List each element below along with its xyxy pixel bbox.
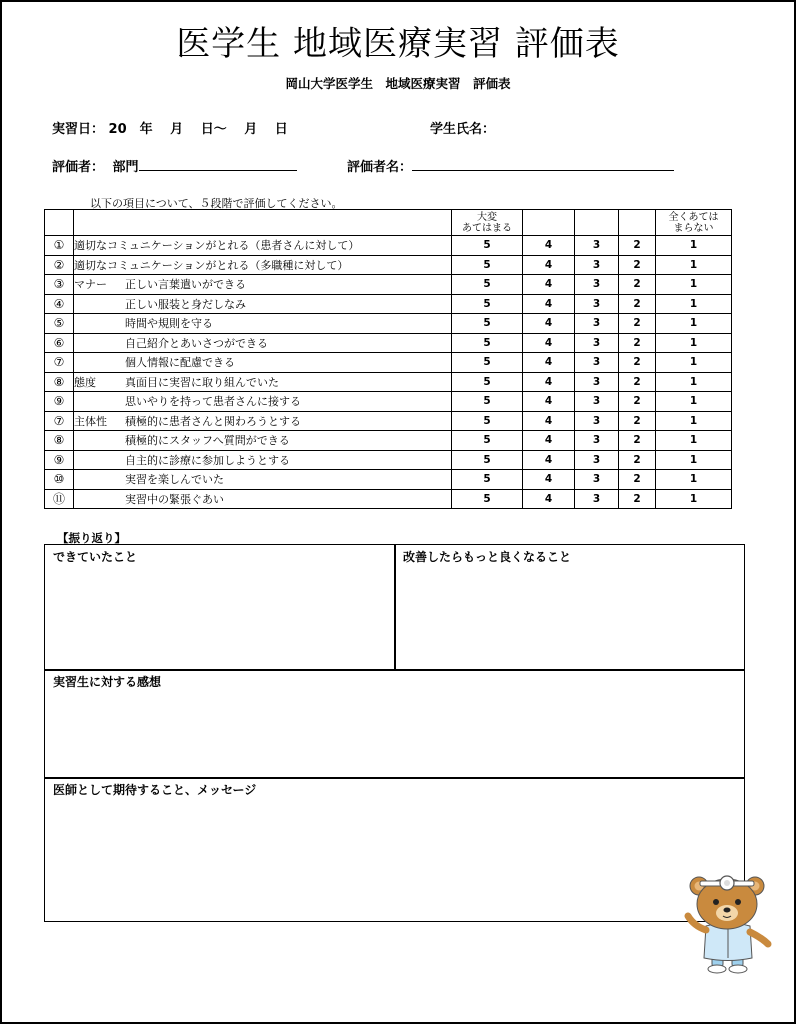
score-option-3[interactable]: 3 xyxy=(575,314,619,334)
row-number: ⑧ xyxy=(45,372,74,392)
evaluation-table xyxy=(44,209,732,509)
evaluation-item xyxy=(74,450,452,470)
score-option-4[interactable]: 4 xyxy=(523,333,575,353)
score-option-5[interactable]: 5 xyxy=(452,275,523,295)
row-number: ⑦ xyxy=(45,353,74,373)
score-option-4[interactable]: 4 xyxy=(523,392,575,412)
score-option-5[interactable]: 5 xyxy=(452,255,523,275)
score-option-5[interactable]: 5 xyxy=(452,392,523,412)
score-option-5[interactable]: 5 xyxy=(452,431,523,451)
evaluation-item xyxy=(74,411,452,431)
score-option-4[interactable]: 4 xyxy=(523,411,575,431)
score-option-5[interactable]: 5 xyxy=(452,372,523,392)
score-option-2[interactable]: 2 xyxy=(619,333,656,353)
score-option-3[interactable]: 3 xyxy=(575,294,619,314)
expectations-label: 医師として期待すること、メッセージ xyxy=(53,783,257,797)
improve-label: 改善したらもっと良くなること xyxy=(403,550,572,564)
item-text: 適切なコミュニケーションがとれる（患者さんに対して） xyxy=(74,239,360,253)
header-high-line1: 大変 xyxy=(477,211,497,223)
impressions-label: 実習生に対する感想 xyxy=(53,675,162,689)
table-row xyxy=(45,255,732,275)
table-row xyxy=(45,489,732,509)
evaluator-department-field xyxy=(52,156,297,175)
header-num-cell xyxy=(45,210,74,236)
score-option-4[interactable]: 4 xyxy=(523,353,575,373)
score-option-3[interactable]: 3 xyxy=(575,236,619,256)
evaluation-item xyxy=(74,392,452,412)
score-option-2[interactable]: 2 xyxy=(619,470,656,490)
score-option-1[interactable]: 1 xyxy=(656,411,732,431)
score-option-1[interactable]: 1 xyxy=(656,489,732,509)
item-text: 適切なコミュニケーションがとれる（多職種に対して） xyxy=(74,258,349,272)
item-category: 態度 xyxy=(74,375,96,389)
row-number: ⑥ xyxy=(45,333,74,353)
score-option-1[interactable]: 1 xyxy=(656,275,732,295)
header-score-4 xyxy=(523,210,575,236)
score-option-4[interactable]: 4 xyxy=(523,431,575,451)
department-blank[interactable] xyxy=(139,156,297,171)
impressions-box[interactable] xyxy=(44,669,745,779)
score-option-4[interactable]: 4 xyxy=(523,314,575,334)
score-option-4[interactable]: 4 xyxy=(523,275,575,295)
item-text: 正しい言葉遣いができる xyxy=(125,278,246,292)
score-option-3[interactable]: 3 xyxy=(575,450,619,470)
evaluation-item xyxy=(74,353,452,373)
item-text: 積極的に患者さんと関わろうとする xyxy=(125,414,301,428)
page-subtitle: 岡山大学医学生 地域医療実習 評価表 xyxy=(285,76,511,91)
score-option-1[interactable]: 1 xyxy=(656,333,732,353)
score-option-4[interactable]: 4 xyxy=(523,470,575,490)
table-row xyxy=(45,392,732,412)
score-option-3[interactable]: 3 xyxy=(575,372,619,392)
table-row xyxy=(45,314,732,334)
score-option-4[interactable]: 4 xyxy=(523,450,575,470)
evaluation-item xyxy=(74,489,452,509)
score-option-1[interactable]: 1 xyxy=(656,236,732,256)
item-text: 思いやりを持って患者さんに接する xyxy=(125,395,301,409)
evaluation-item xyxy=(74,431,452,451)
table-row xyxy=(45,431,732,451)
evaluation-item xyxy=(74,294,452,314)
score-option-2[interactable]: 2 xyxy=(619,392,656,412)
score-option-2[interactable]: 2 xyxy=(619,236,656,256)
score-option-3[interactable]: 3 xyxy=(575,353,619,373)
score-option-5[interactable]: 5 xyxy=(452,294,523,314)
table-row xyxy=(45,353,732,373)
evaluator-name-field xyxy=(347,156,674,175)
header-high-line2: あてはまる xyxy=(462,222,512,234)
header-score-5 xyxy=(452,210,523,236)
score-option-2[interactable]: 2 xyxy=(619,431,656,451)
item-text: 積極的にスタッフへ質問ができる xyxy=(125,434,290,448)
score-option-3[interactable]: 3 xyxy=(575,470,619,490)
score-option-2[interactable]: 2 xyxy=(619,489,656,509)
doctor-bear-mascot-icon xyxy=(682,868,774,976)
score-option-4[interactable]: 4 xyxy=(523,236,575,256)
score-option-3[interactable]: 3 xyxy=(575,333,619,353)
item-text: 自主的に診療に参加しようとする xyxy=(125,453,290,467)
row-number: ⑦ xyxy=(45,411,74,431)
header-score-1 xyxy=(656,210,732,236)
improve-box[interactable] xyxy=(394,544,745,671)
done-well-label: できていたこと xyxy=(53,550,138,564)
row-number: ⑨ xyxy=(45,392,74,412)
row-number: ⑪ xyxy=(45,489,74,509)
table-row xyxy=(45,236,732,256)
instruction-text: 以下の項目について、５段階で評価してください。 xyxy=(90,197,343,210)
table-row xyxy=(45,333,732,353)
score-option-4[interactable]: 4 xyxy=(523,294,575,314)
evaluator-name-blank[interactable] xyxy=(412,156,674,171)
item-text: 真面目に実習に取り組んでいた xyxy=(125,375,279,389)
score-option-1[interactable]: 1 xyxy=(656,450,732,470)
score-option-5[interactable]: 5 xyxy=(452,353,523,373)
evaluator-label: 評価者： xyxy=(52,160,105,175)
item-text: 自己紹介とあいさつができる xyxy=(125,336,268,350)
evaluation-item xyxy=(74,333,452,353)
row-number: ① xyxy=(45,236,74,256)
score-option-3[interactable]: 3 xyxy=(575,411,619,431)
score-option-2[interactable]: 2 xyxy=(619,275,656,295)
item-category: マナー xyxy=(74,278,107,292)
score-option-2[interactable]: 2 xyxy=(619,314,656,334)
score-option-1[interactable]: 1 xyxy=(656,470,732,490)
score-option-1[interactable]: 1 xyxy=(656,392,732,412)
table-row xyxy=(45,294,732,314)
evaluator-name-label: 評価者名： xyxy=(347,160,413,175)
score-option-4[interactable]: 4 xyxy=(523,255,575,275)
date-label: 実習日： xyxy=(52,122,105,137)
student-name-label: 学生氏名： xyxy=(430,122,496,137)
header-low-line2: まらない xyxy=(673,222,714,234)
score-option-3[interactable]: 3 xyxy=(575,392,619,412)
score-option-3[interactable]: 3 xyxy=(575,255,619,275)
table-row xyxy=(45,470,732,490)
row-number: ⑧ xyxy=(45,431,74,451)
date-value: 20 年 月 日～ 月 日 xyxy=(108,122,288,137)
reflection-heading: 【振り返り】 xyxy=(57,531,126,545)
item-text: 実習中の緊張ぐあい xyxy=(125,492,224,506)
table-row xyxy=(45,275,732,295)
date-field xyxy=(52,118,288,137)
score-option-1[interactable]: 1 xyxy=(656,431,732,451)
row-number: ② xyxy=(45,255,74,275)
score-option-5[interactable]: 5 xyxy=(452,450,523,470)
score-option-2[interactable]: 2 xyxy=(619,450,656,470)
row-number: ⑨ xyxy=(45,450,74,470)
evaluation-item xyxy=(74,255,452,275)
score-option-5[interactable]: 5 xyxy=(452,470,523,490)
evaluation-item xyxy=(74,314,452,334)
header-item-cell xyxy=(74,210,452,236)
table-row xyxy=(45,411,732,431)
table-row xyxy=(45,450,732,470)
department-label: 部門 xyxy=(112,160,139,175)
score-option-5[interactable]: 5 xyxy=(452,411,523,431)
row-number: ⑩ xyxy=(45,470,74,490)
score-option-2[interactable]: 2 xyxy=(619,411,656,431)
evaluation-item xyxy=(74,275,452,295)
item-text: 実習を楽しんでいた xyxy=(125,473,224,487)
score-option-3[interactable]: 3 xyxy=(575,489,619,509)
row-number: ⑤ xyxy=(45,314,74,334)
item-text: 時間や規則を守る xyxy=(125,317,213,331)
evaluation-item xyxy=(74,470,452,490)
score-option-1[interactable]: 1 xyxy=(656,314,732,334)
header-score-2 xyxy=(619,210,656,236)
score-option-4[interactable]: 4 xyxy=(523,372,575,392)
score-option-3[interactable]: 3 xyxy=(575,431,619,451)
header-low-line1: 全くあては xyxy=(668,211,719,223)
score-option-5[interactable]: 5 xyxy=(452,489,523,509)
header-score-3 xyxy=(575,210,619,236)
score-option-5[interactable]: 5 xyxy=(452,333,523,353)
page-title: 医学生 地域医療実習 評価表 xyxy=(176,24,620,64)
expectations-box[interactable] xyxy=(44,777,745,922)
table-row xyxy=(45,372,732,392)
score-option-5[interactable]: 5 xyxy=(452,236,523,256)
score-option-1[interactable]: 1 xyxy=(656,353,732,373)
score-option-1[interactable]: 1 xyxy=(656,294,732,314)
score-option-2[interactable]: 2 xyxy=(619,353,656,373)
row-number: ④ xyxy=(45,294,74,314)
evaluation-item xyxy=(74,236,452,256)
row-number: ③ xyxy=(45,275,74,295)
evaluation-item xyxy=(74,372,452,392)
score-option-2[interactable]: 2 xyxy=(619,255,656,275)
score-option-1[interactable]: 1 xyxy=(656,255,732,275)
score-option-1[interactable]: 1 xyxy=(656,372,732,392)
score-option-2[interactable]: 2 xyxy=(619,294,656,314)
item-text: 個人情報に配慮できる xyxy=(125,356,235,370)
done-well-box[interactable] xyxy=(44,544,396,671)
score-option-3[interactable]: 3 xyxy=(575,275,619,295)
item-category: 主体性 xyxy=(74,414,107,428)
score-option-2[interactable]: 2 xyxy=(619,372,656,392)
table-header-row xyxy=(45,210,732,236)
item-text: 正しい服装と身だしなみ xyxy=(125,297,246,311)
score-option-4[interactable]: 4 xyxy=(523,489,575,509)
score-option-5[interactable]: 5 xyxy=(452,314,523,334)
